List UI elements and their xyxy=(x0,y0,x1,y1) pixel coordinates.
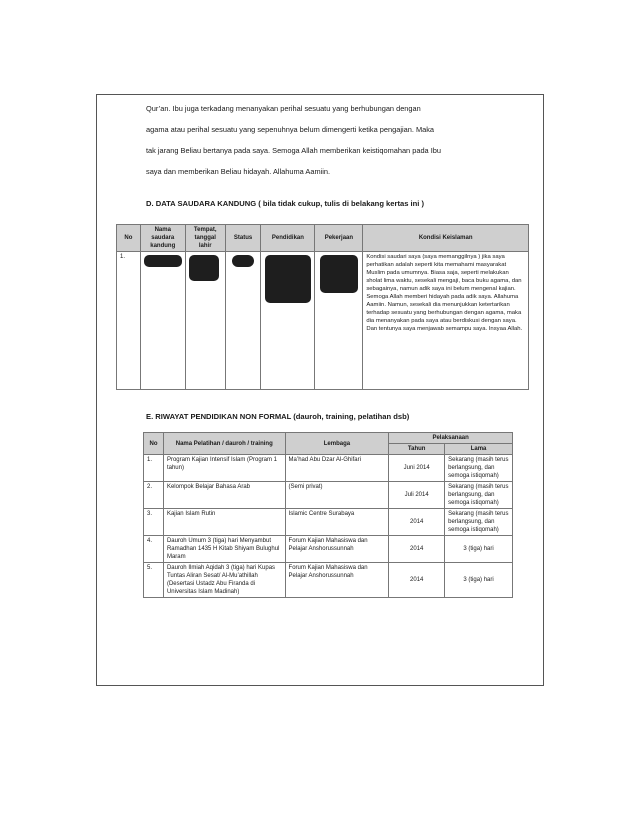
header-lembaga: Lembaga xyxy=(285,433,389,455)
redaction-mark xyxy=(189,255,219,281)
table-row xyxy=(117,252,529,390)
cell-status xyxy=(225,252,261,390)
cell-lama: Sekarang (masih terus berlangsung, dan semoga istiqomah) xyxy=(445,455,513,482)
header-status: Status xyxy=(225,225,261,252)
cell-tahun: 2014 xyxy=(389,509,445,536)
cell-tahun: Juni 2014 xyxy=(389,455,445,482)
header-no: No xyxy=(117,225,141,252)
cell-nama-pelatihan: Dauroh Umum 3 (tiga) hari Menyambut Ramadhan 1435 H Kitab Shiyam Bulughul Maram xyxy=(163,536,285,563)
redaction-mark xyxy=(320,255,358,293)
table-row xyxy=(144,563,513,598)
table-row xyxy=(144,536,513,563)
pendidikan-table xyxy=(143,432,513,598)
cell-nama-pelatihan: Kajian Islam Rutin xyxy=(163,509,285,536)
section-e-heading: E. RIWAYAT PENDIDIKAN NON FORMAL (dauroh, training, pelatihan dsb) xyxy=(146,412,410,421)
cell-no: 1. xyxy=(144,455,164,482)
table-header-row xyxy=(144,433,513,444)
cell-lama: Sekarang (masih terus berlangsung, dan semoga istiqomah) xyxy=(445,509,513,536)
intro-paragraph xyxy=(146,98,512,182)
redaction-mark xyxy=(144,255,182,267)
cell-lama: 3 (tiga) hari xyxy=(445,536,513,563)
section-d-heading: D. DATA SAUDARA KANDUNG ( bila tidak cukup, tulis di belakang kertas ini ) xyxy=(146,199,425,208)
cell-kondisi: Kondisi saudari saya (saya memanggilnya ) jika saya perhatikan adalah seperti kita memahami masyarakat Muslim pada umumnya. Biasa saja, seperti melakukan sholat lima waktu, sesekali mengaji, baca buku agama, dan sebagainya, namun adik saya ini belum mengenal kajian. Semoga Allah memberi hidayah pada adik saya. Allahuma Aamiin. Namun, sesekali dia menunjukkan ketertarikan terhadap sesuatu yang berhubungan dengan agama, maka dia menanyakan pada saya atau berdiskusi dengan saya. Dan tentunya saya menjawab semampu saya. Insyaa Allah. xyxy=(363,252,529,390)
cell-lembaga: Forum Kajian Mahasiswa dan Pelajar Anshorussunnah xyxy=(285,536,389,563)
cell-nama-pelatihan: Kelompok Belajar Bahasa Arab xyxy=(163,482,285,509)
saudara-table xyxy=(116,224,529,390)
header-pekerjaan: Pekerjaan xyxy=(315,225,363,252)
cell-tahun: Juli 2014 xyxy=(389,482,445,509)
cell-lama: 3 (tiga) hari xyxy=(445,563,513,598)
header-pelaksanaan: Pelaksanaan xyxy=(389,433,513,444)
cell-lembaga: (Semi privat) xyxy=(285,482,389,509)
cell-tahun: 2014 xyxy=(389,536,445,563)
cell-tahun: 2014 xyxy=(389,563,445,598)
intro-line: agama atau perihal sesuatu yang sepenuhnya belum dimengerti ketika pengajian. Maka xyxy=(146,125,435,134)
cell-nama-pelatihan: Program Kajian Intensif Islam (Program 1 tahun) xyxy=(163,455,285,482)
table-row xyxy=(144,509,513,536)
cell-pendidikan xyxy=(261,252,315,390)
table-row xyxy=(144,455,513,482)
cell-pekerjaan xyxy=(315,252,363,390)
cell-lama: Sekarang (masih terus berlangsung, dan semoga istiqomah) xyxy=(445,482,513,509)
header-tahun: Tahun xyxy=(389,444,445,455)
cell-lembaga: Islamic Centre Surabaya xyxy=(285,509,389,536)
cell-no: 3. xyxy=(144,509,164,536)
header-nama-pelatihan: Nama Pelatihan / dauroh / training xyxy=(163,433,285,455)
cell-no: 5. xyxy=(144,563,164,598)
cell-no: 2. xyxy=(144,482,164,509)
table-row xyxy=(144,482,513,509)
table-header-row xyxy=(117,225,529,252)
header-kondisi: Kondisi Keislaman xyxy=(363,225,529,252)
header-no: No xyxy=(144,433,164,455)
header-tempat: Tempat, tanggal lahir xyxy=(185,225,225,252)
cell-no: 1. xyxy=(117,252,141,390)
header-lama: Lama xyxy=(445,444,513,455)
cell-tempat xyxy=(185,252,225,390)
intro-line: Qur’an. Ibu juga terkadang menanyakan perihal sesuatu yang berhubungan dengan xyxy=(146,104,421,113)
redaction-mark xyxy=(232,255,254,267)
cell-lembaga: Ma’had Abu Dzar Al-Ghifari xyxy=(285,455,389,482)
cell-nama-pelatihan: Dauroh Ilmiah Aqidah 3 (tiga) hari Kupas Tuntas Aliran Sesat/ Al-Mu’athillah (Desertasi Ustadz Abu Firanda di Universitas Islam Madinah) xyxy=(163,563,285,598)
cell-no: 4. xyxy=(144,536,164,563)
intro-line: saya dan memberikan Beliau hidayah. Allahuma Aamiin. xyxy=(146,167,331,176)
intro-line: tak jarang Beliau bertanya pada saya. Semoga Allah memberikan keistiqomahan pada Ibu xyxy=(146,146,441,155)
cell-nama xyxy=(140,252,185,390)
header-nama: Nama saudara kandung xyxy=(140,225,185,252)
cell-lembaga: Forum Kajian Mahasiswa dan Pelajar Anshorussunnah xyxy=(285,563,389,598)
redaction-mark xyxy=(265,255,311,303)
header-pendidikan: Pendidikan xyxy=(261,225,315,252)
